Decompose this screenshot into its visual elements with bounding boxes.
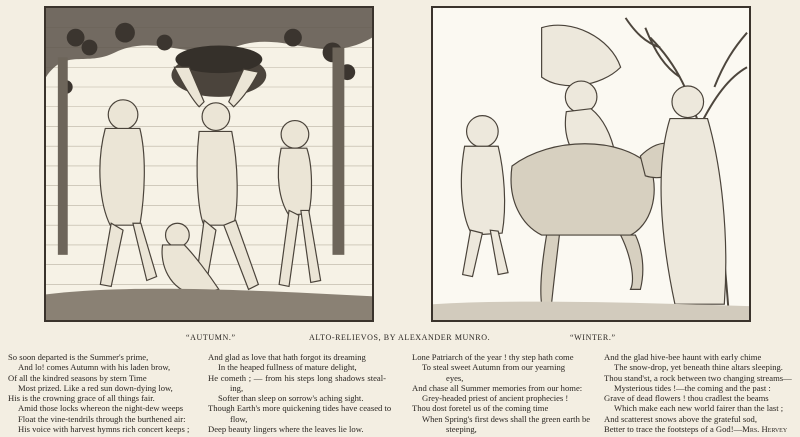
poem-line: Which make each new world fairer than the last ; [614, 403, 784, 414]
poem-line: So soon departed is the Summer's prime, [8, 352, 149, 362]
poem-line: Of all the kindred seasons by stern Time [8, 372, 147, 383]
poem-line: Deep beauty lingers where the leaves lie low. [208, 424, 364, 435]
poem-line: Amid those locks whereon the night-dew weeps [18, 403, 184, 414]
poem-line [604, 424, 796, 434]
caption-winter: “WINTER.” [570, 333, 616, 342]
poem-line: And scatterest snows above the grateful sod, [604, 413, 757, 424]
poem-column-2 [208, 352, 408, 434]
poem-line: And the glad hive-bee haunt with early chime [604, 352, 762, 362]
poem-line: Softer than sleep on sorrow's aching sight. [218, 393, 364, 404]
poem-line: Thou dost foretel us of the coming time [412, 403, 549, 414]
poem-line: steeping, [446, 424, 477, 435]
poem-line: Though Earth's more quickening tides have ceased to [208, 403, 392, 414]
poem-line: In the heaped fullness of mature delight, [218, 362, 357, 373]
poem-line: Most prized. Like a red sun down-dying low, [18, 382, 173, 393]
poem-line: eyes, [446, 372, 464, 383]
poem-line: His voice with harvest hymns rich concert keeps ; [18, 424, 190, 435]
winter-relief-illustration [431, 6, 751, 322]
caption-autumn: “AUTUMN.” [186, 333, 236, 342]
poem-line: Lone Patriarch of the year ! thy step hath come [412, 352, 574, 362]
trellis-left [58, 57, 68, 254]
poem-line: When Spring's first dews shall the green earth be [422, 413, 591, 424]
poem-line: flow, [230, 413, 248, 424]
poem-line: Grey-headed priest of ancient prophecies ! [422, 393, 569, 404]
poem-line: And lo! comes Autumn with his laden brow, [18, 362, 171, 373]
winter-engraving [433, 8, 749, 320]
poem-line: His is the crowning grace of all things fair. [8, 393, 155, 404]
poem-line: And chase all Summer memories from our home: [412, 382, 583, 393]
autumn-engraving [46, 8, 372, 320]
poem-line: And glad as love that hath forgot its dreaming [208, 352, 366, 362]
poem-column-1 [8, 352, 200, 434]
poem-column-3 [412, 352, 602, 434]
poem-line: Float the vine-tendrils through the burthened air: [18, 413, 186, 424]
caption-center: ALTO-RELIEVOS, BY ALEXANDER MUNRO. [309, 333, 491, 342]
autumn-relief-illustration [44, 6, 374, 322]
poem-line: To steal sweet Autumn from our yearning [422, 362, 566, 373]
poem-column-4 [604, 352, 796, 434]
poem-line: Thou stand'st, a rock between two changing streams— [604, 372, 792, 383]
poem-author: Mrs. Hervey [742, 424, 788, 435]
poem-line-text: Better to trace the footsteps of a God!— [604, 424, 743, 435]
poem-line: ing, [230, 382, 244, 393]
trellis-right [332, 47, 344, 254]
poem-line: The snow-drop, yet beneath thine altars sleeping. [614, 362, 783, 373]
poem-line: Grave of dead flowers ! thou cradlest the beams [604, 393, 769, 404]
poem-line: Mysterious tides !—the coming and the past : [614, 382, 771, 393]
poem-line: He cometh ; — from his steps long shadows steal- [208, 372, 386, 383]
